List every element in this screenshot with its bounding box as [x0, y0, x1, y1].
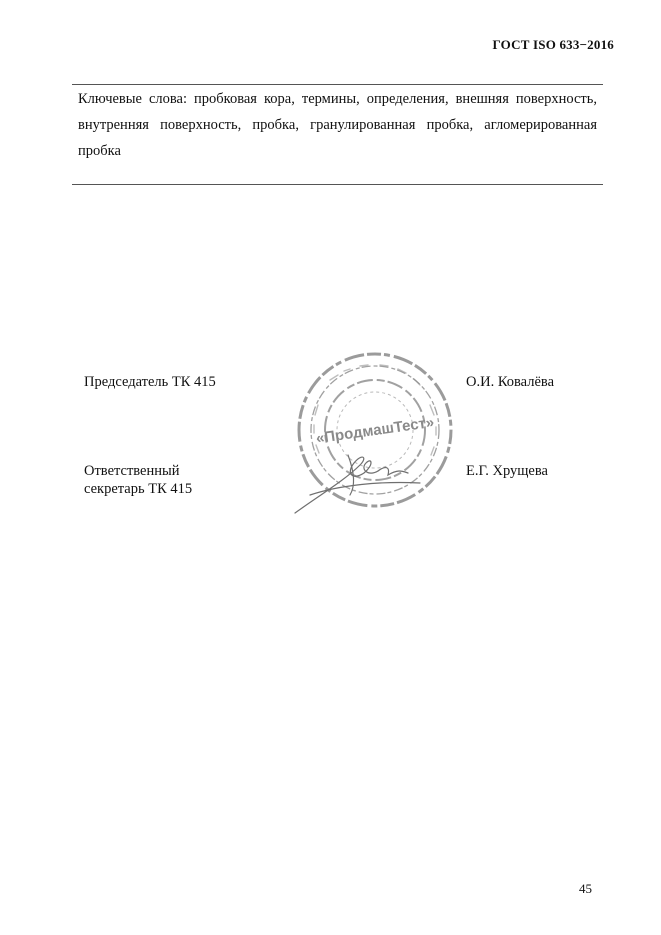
keywords-paragraph: Ключевые слова: пробковая кора, термины, определения, внешняя поверхность, внутренняя поверхность, пробка, гранулированная пробка, агломерированная пробка [78, 91, 597, 159]
secretary-name: Е.Г. Хрущева [466, 463, 548, 479]
secretary-label-line1: Ответственный [84, 463, 180, 479]
organization-stamp [290, 345, 460, 515]
keywords-top-rule [72, 84, 603, 85]
page-number: 45 [579, 881, 592, 896]
secretary-label-line2: секретарь ТК 415 [84, 481, 193, 497]
keywords-bottom-rule [72, 184, 603, 185]
stamp-text: «ПродмашТест» [314, 413, 436, 448]
chairman-name: О.И. Ковалёва [466, 374, 554, 390]
chairman-label: Председатель ТК 415 [84, 374, 216, 390]
standard-code: ГОСТ ISO 633−2016 [492, 37, 614, 52]
